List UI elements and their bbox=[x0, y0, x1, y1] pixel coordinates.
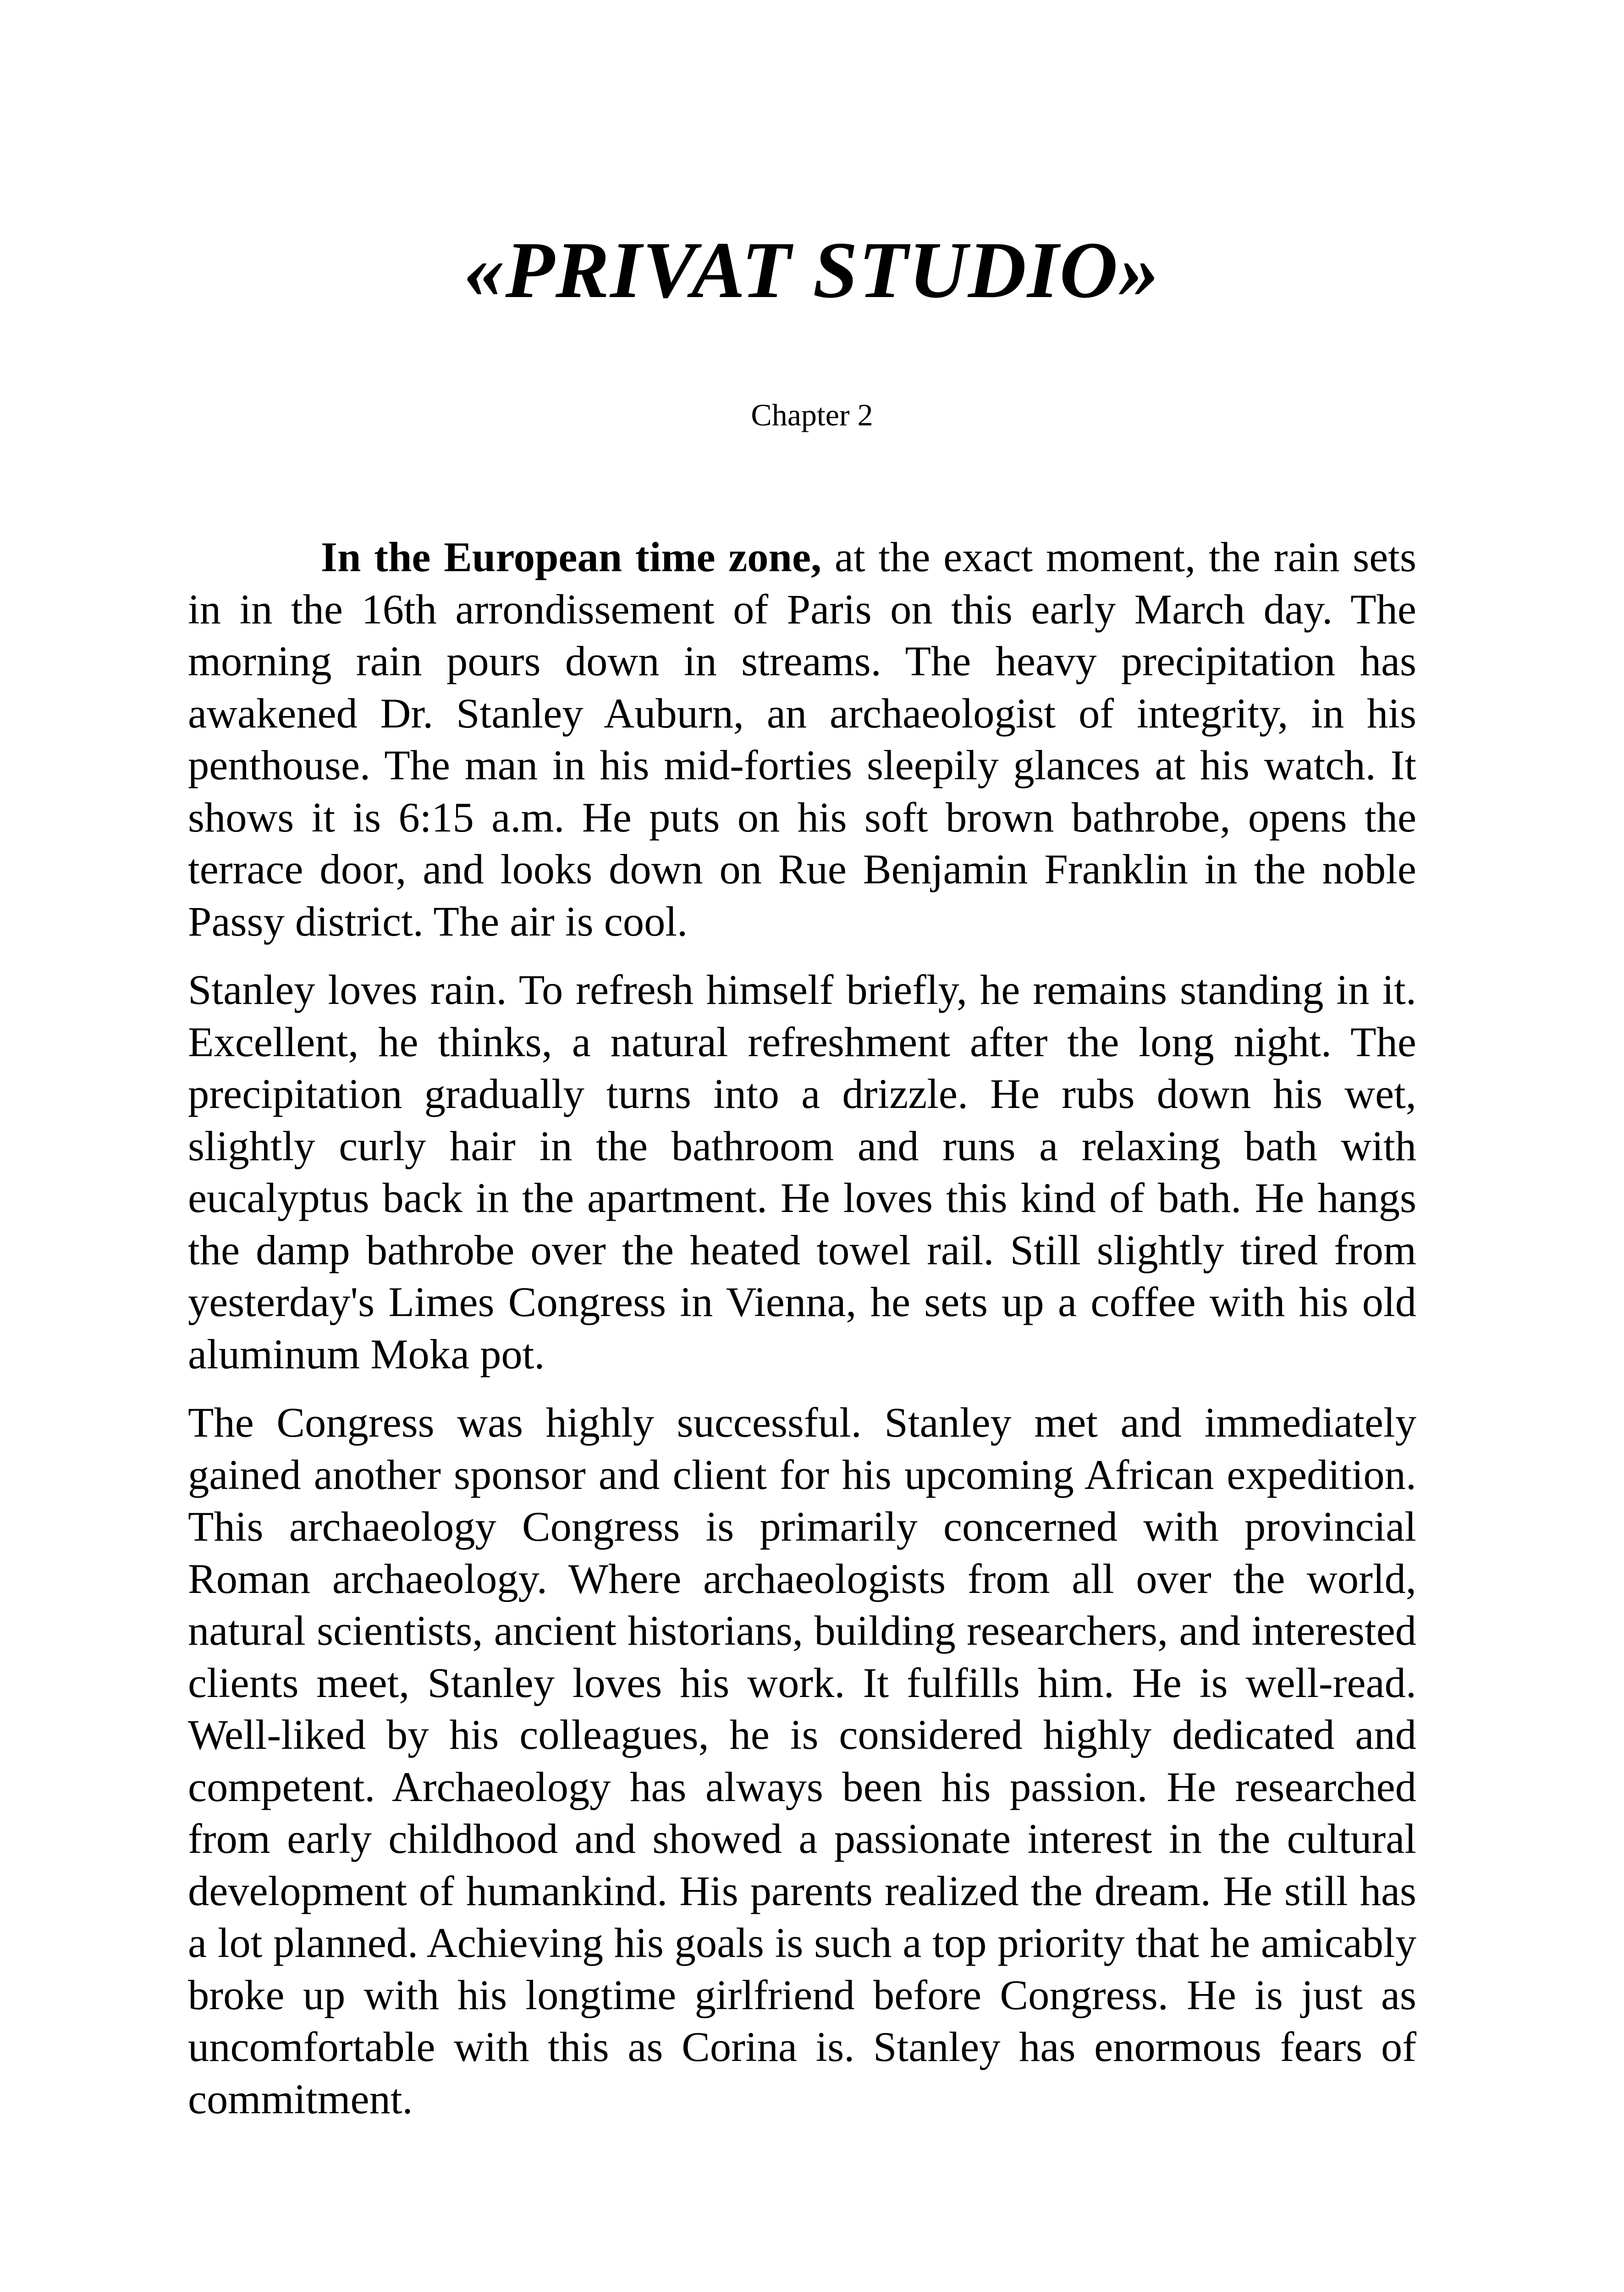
paragraph-1-lead: In the European time zone, bbox=[321, 534, 822, 581]
body-text bbox=[188, 532, 1416, 2142]
paragraph-1-rest: at the exact moment, the rain sets in in the 16th arrondissement of Paris on this early March day. The morning rain pours down in streams. The heavy precipitation has awakened Dr. Stanley Auburn, an archaeologist of integrity, in his penthouse. The man in his mid-forties sleepily glances at his watch. It shows it is 6:15 a.m. He puts on his soft brown bathrobe, opens the terrace door, and looks down on Rue Benjamin Franklin in the noble Passy district. The air is cool. bbox=[188, 534, 1416, 945]
paragraph-1 bbox=[188, 532, 1416, 948]
chapter-title: «PRIVAT STUDIO» bbox=[464, 226, 1160, 315]
paragraph-2: Stanley loves rain. To refresh himself briefly, he remains standing in it. Excellent, he thinks, a natural refreshment after the long night. The precipitation gradually turns into a drizzle. He rubs down his wet, slightly curly hair in the bathroom and runs a relaxing bath with eucalyptus back in the apartment. He loves this kind of bath. He hangs the damp bathrobe over the heated towel rail. Still slightly tired from yesterday's Limes Congress in Vienna, he sets up a coffee with his old aluminum Moka pot. bbox=[188, 967, 1416, 1378]
chapter-number: Chapter 2 bbox=[751, 397, 873, 432]
paragraph-3: The Congress was highly successful. Stanley met and immediately gained another sponsor and client for his upcoming African expedition. This archaeology Congress is primarily concerned with provincial Roman archaeology. Where archaeologists from all over the world, natural scientists, ancient historians, building researchers, and interested clients meet, Stanley loves his work. It fulfills him. He is well-read. Well-liked by his colleagues, he is considered highly dedicated and competent. Archaeology has always been his passion. He researched from early childhood and showed a passionate interest in the cultural development of humankind. His parents realized the dream. He still has a lot planned. Achieving his goals is such a top priority that he amicably broke up with his longtime girlfriend before Congress. He is just as uncomfortable with this as Corina is. Stanley has enormous fears of commitment. bbox=[188, 1399, 1416, 2123]
